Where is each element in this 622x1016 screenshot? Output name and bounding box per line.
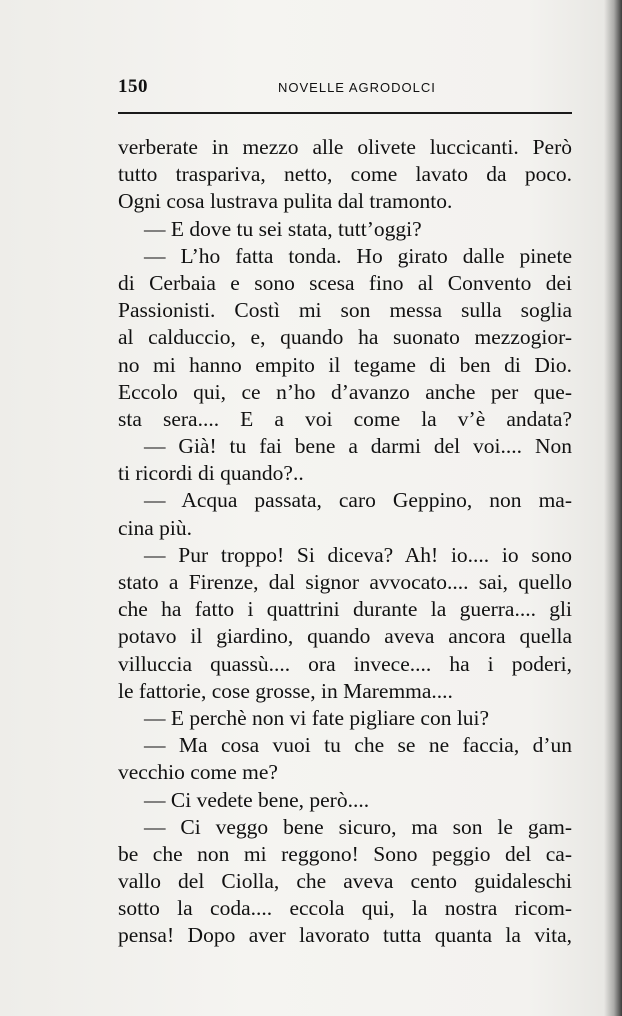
- text-line: pensa! Dopo aver lavorato tutta quanta la vita,: [118, 923, 572, 948]
- text-line: — L’ho fatta tonda. Ho girato dalle pinete: [144, 243, 572, 268]
- text-line: — E dove tu sei stata, tutt’oggi?: [144, 216, 422, 241]
- text-line: Passionisti. Costì mi son messa sulla soglia: [118, 298, 572, 323]
- text-line: al calduccio, e, quando ha suonato mezzogior-: [118, 325, 572, 350]
- text-line: — Ci veggo bene sicuro, ma son le gam-: [144, 814, 572, 839]
- page-header: [118, 74, 570, 100]
- text-line: stato a Firenze, dal signor avvocato.... sai, quello: [118, 570, 572, 594]
- text-line: — Ma cosa vuoi tu che se ne faccia, d’un: [144, 733, 572, 758]
- text-line: ti ricordi di quando?..: [118, 461, 304, 486]
- page-number: 150: [118, 76, 148, 97]
- text-line: — Già! tu fai bene a darmi del voi.... Non: [144, 434, 572, 459]
- text-line: tutto traspariva, netto, come lavato da poco.: [118, 162, 572, 187]
- text-line: — E perchè non vi fate pigliare con lui?: [144, 705, 490, 730]
- text-line: villuccia quassù.... ora invece.... ha i poderi,: [118, 651, 572, 676]
- page-edge-shadow: [604, 0, 622, 1016]
- running-head: NOVELLE AGRODOLCI: [278, 80, 436, 95]
- text-line: di Cerbaia e sono scesa fino al Convento dei: [118, 270, 572, 295]
- text-line: vecchio come me?: [118, 760, 278, 785]
- text-line: le fattorie, cose grosse, in Maremma....: [118, 678, 453, 703]
- text-line: verberate in mezzo alle olivete luccicanti. Però: [118, 135, 572, 159]
- text-line: Eccolo qui, ce n’ho d’avanzo anche per que-: [118, 379, 572, 404]
- text-line: sta sera.... E a voi come la v’è andata?: [118, 406, 572, 431]
- text-line: — Acqua passata, caro Geppino, non ma-: [144, 488, 572, 513]
- text-line: potavo il giardino, quando aveva ancora quella: [118, 624, 572, 649]
- text-line: vallo del Ciolla, che aveva cento guidaleschi: [118, 869, 572, 894]
- text-line: no mi hanno empito il tegame di ben di Dio.: [118, 352, 572, 377]
- text-line: — Ci vedete bene, però....: [144, 787, 370, 812]
- text-line: be che non mi reggono! Sono peggio del ca-: [118, 841, 572, 866]
- body-text: [118, 134, 572, 950]
- text-line: cina più.: [118, 515, 193, 540]
- text-line: Ogni cosa lustrava pulita dal tramonto.: [118, 189, 453, 214]
- header-rule: [118, 112, 572, 114]
- text-line: — Pur troppo! Si diceva? Ah! io.... io sono: [144, 542, 572, 567]
- text-line: sotto la coda.... eccola qui, la nostra ricom-: [118, 896, 572, 921]
- text-line: che ha fatto i quattrini durante la guerra.... gli: [118, 597, 572, 622]
